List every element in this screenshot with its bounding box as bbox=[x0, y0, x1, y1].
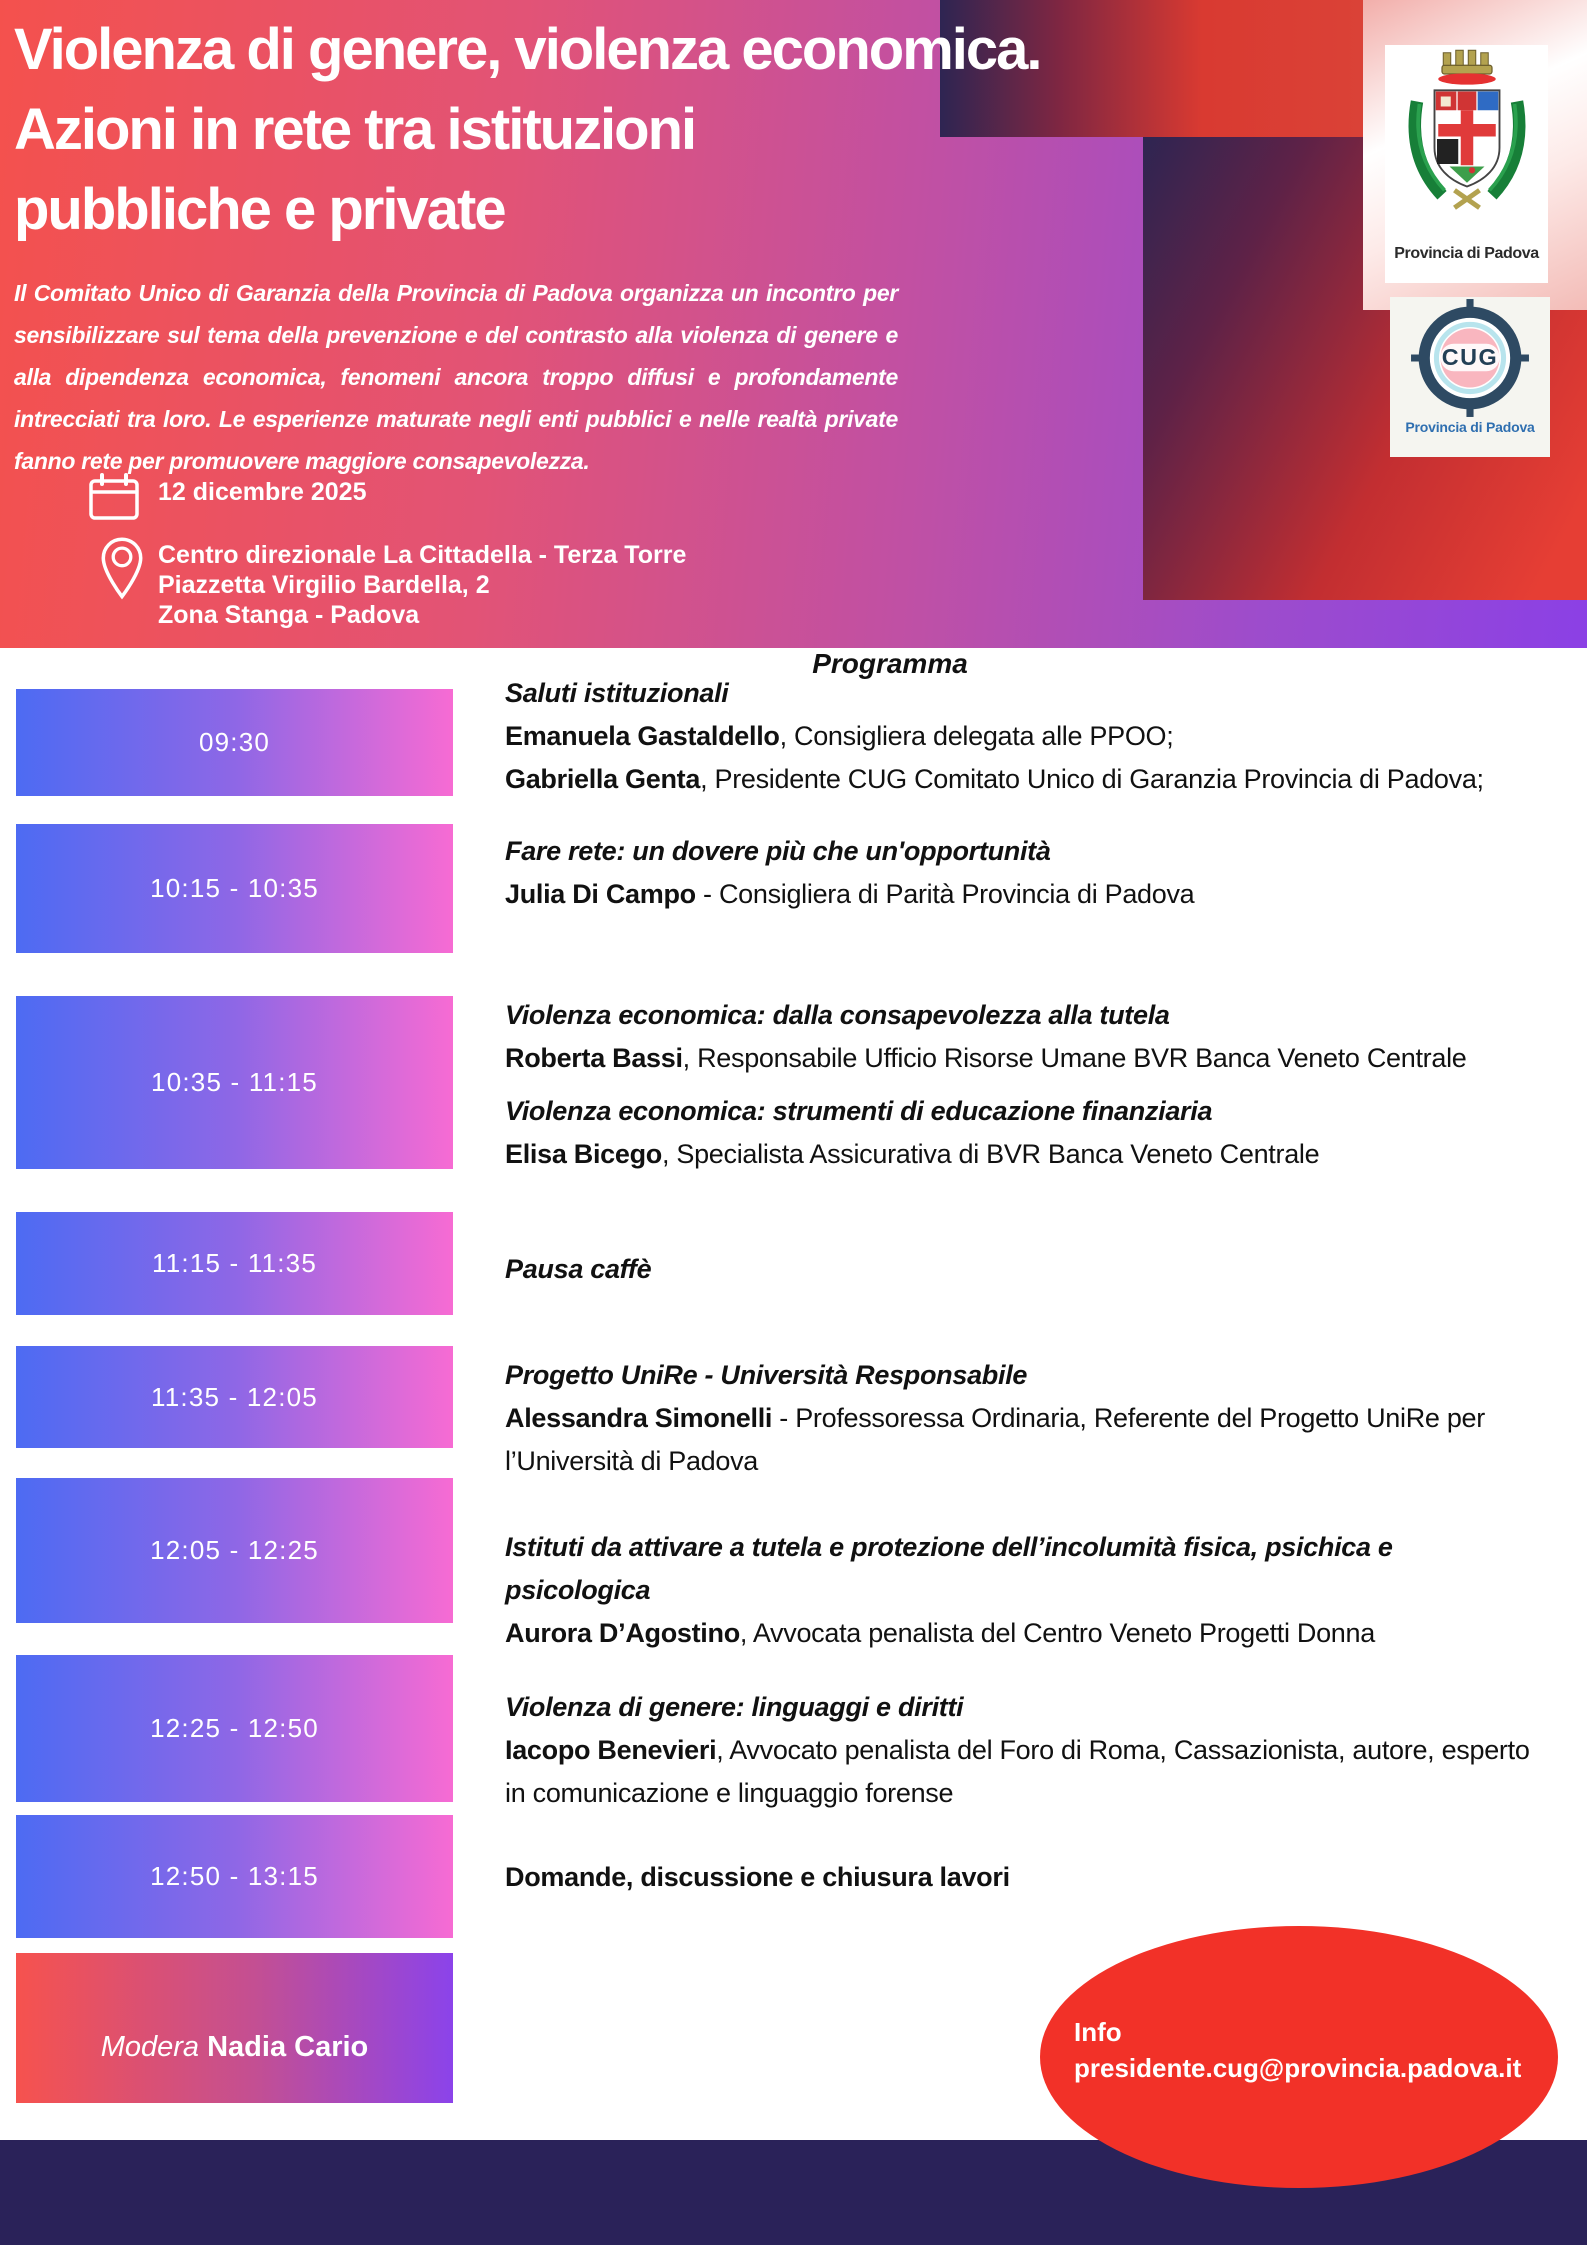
time-slot: 09:30 bbox=[16, 689, 453, 796]
calendar-icon bbox=[88, 472, 140, 527]
provincia-coat-of-arms bbox=[1392, 45, 1542, 243]
speaker-line: Iacopo Benevieri, Avvocato penalista del Foro di Roma, Cassazionista, autore, esperto in comunicazione e linguaggio forense bbox=[505, 1735, 1530, 1808]
provincia-di-padova-logo bbox=[1385, 45, 1548, 283]
cug-logo-text: CUG bbox=[1441, 344, 1499, 371]
venue-line-3: Zona Stanga - Padova bbox=[158, 601, 420, 629]
cug-target-emblem bbox=[1409, 297, 1531, 419]
event-date: 12 dicembre 2025 bbox=[158, 478, 367, 506]
program-heading: Programma bbox=[812, 648, 968, 679]
program-row bbox=[505, 672, 1545, 801]
info-email: presidente.cug@provincia.padova.it bbox=[1074, 2053, 1522, 2083]
title-line-2: Azioni in rete tra istituzioni bbox=[14, 97, 696, 162]
speaker-line: Aurora D’Agostino, Avvocata penalista del Centro Veneto Progetti Donna bbox=[505, 1618, 1375, 1648]
session-title: Violenza economica: strumenti di educazione finanziaria bbox=[505, 1096, 1213, 1126]
program-row bbox=[505, 1248, 1545, 1291]
session-title: Progetto UniRe - Università Responsabile bbox=[505, 1360, 1028, 1390]
speaker-line: Emanuela Gastaldello, Consigliera delegata alle PPOO; bbox=[505, 721, 1174, 751]
moderator-banner bbox=[16, 1953, 453, 2103]
venue-address bbox=[158, 540, 686, 630]
speaker-line: Gabriella Genta, Presidente CUG Comitato Unico di Garanzia Provincia di Padova; bbox=[505, 764, 1484, 794]
intro-paragraph: Il Comitato Unico di Garanzia della Provincia di Padova organizza un incontro per sensibilizzare sul tema della prevenzione e del contrasto alla violenza di genere e alla dipendenza economica, fenomeni ancora troppo diffusi e profondamente intrecciati tra loro. Le esperienze maturate negli enti pubblici e nelle realtà private fanno rete per promuovere maggiore consapevolezza. bbox=[14, 280, 898, 474]
hero-banner bbox=[0, 0, 1587, 648]
venue-line-2: Piazzetta Virgilio Bardella, 2 bbox=[158, 571, 490, 599]
info-label: Info bbox=[1074, 2017, 1122, 2047]
speaker-line: Roberta Bassi, Responsabile Ufficio Risorse Umane BVR Banca Veneto Centrale bbox=[505, 1043, 1467, 1073]
program-row bbox=[505, 994, 1545, 1176]
cug-logo-caption: Provincia di Padova bbox=[1405, 419, 1535, 435]
time-slot: 11:15 - 11:35 bbox=[16, 1212, 453, 1315]
venue-line-1: Centro direzionale La Cittadella - Terza Torre bbox=[158, 541, 687, 569]
program-row bbox=[505, 1354, 1545, 1483]
time-slot: 12:25 - 12:50 bbox=[16, 1655, 453, 1802]
session-title: Pausa caffè bbox=[505, 1254, 652, 1284]
time-slot: 12:05 - 12:25 bbox=[16, 1478, 453, 1623]
page-title bbox=[14, 10, 1274, 250]
time-slot: 11:35 - 12:05 bbox=[16, 1346, 453, 1448]
speaker-line: Julia Di Campo - Consigliera di Parità Provincia di Padova bbox=[505, 879, 1195, 909]
location-pin-icon bbox=[100, 536, 144, 629]
session-title: Violenza di genere: linguaggi e diritti bbox=[505, 1692, 964, 1722]
program-row bbox=[505, 1686, 1545, 1815]
speaker-line: Elisa Bicego, Specialista Assicurativa di BVR Banca Veneto Centrale bbox=[505, 1139, 1320, 1169]
speaker-line: Alessandra Simonelli - Professoressa Ordinaria, Referente del Progetto UniRe per l’Università di Padova bbox=[505, 1403, 1485, 1476]
cug-logo bbox=[1390, 297, 1550, 457]
session-title: Violenza economica: dalla consapevolezza alla tutela bbox=[505, 1000, 1170, 1030]
program-row bbox=[505, 1856, 1545, 1899]
provincia-logo-caption: Provincia di Padova bbox=[1394, 245, 1539, 262]
info-bubble bbox=[1040, 1926, 1558, 2188]
time-slot: 12:50 - 13:15 bbox=[16, 1815, 453, 1938]
title-line-1: Violenza di genere, violenza economica. bbox=[14, 17, 1041, 82]
moderator-label: Modera bbox=[100, 2031, 200, 2063]
program-row bbox=[505, 830, 1545, 916]
session-title: Domande, discussione e chiusura lavori bbox=[505, 1862, 1010, 1892]
session-title: Saluti istituzionali bbox=[505, 678, 729, 708]
moderator-name: Nadia Cario bbox=[207, 2031, 369, 2063]
session-title: Fare rete: un dovere più che un'opportunità bbox=[505, 836, 1051, 866]
time-slot: 10:15 - 10:35 bbox=[16, 824, 453, 953]
session-title: Istituti da attivare a tutela e protezione dell’incolumità fisica, psichica e psicologica bbox=[505, 1532, 1393, 1605]
title-line-3: pubbliche e private bbox=[14, 177, 505, 242]
program-row bbox=[505, 1526, 1545, 1655]
time-slot: 10:35 - 11:15 bbox=[16, 996, 453, 1169]
